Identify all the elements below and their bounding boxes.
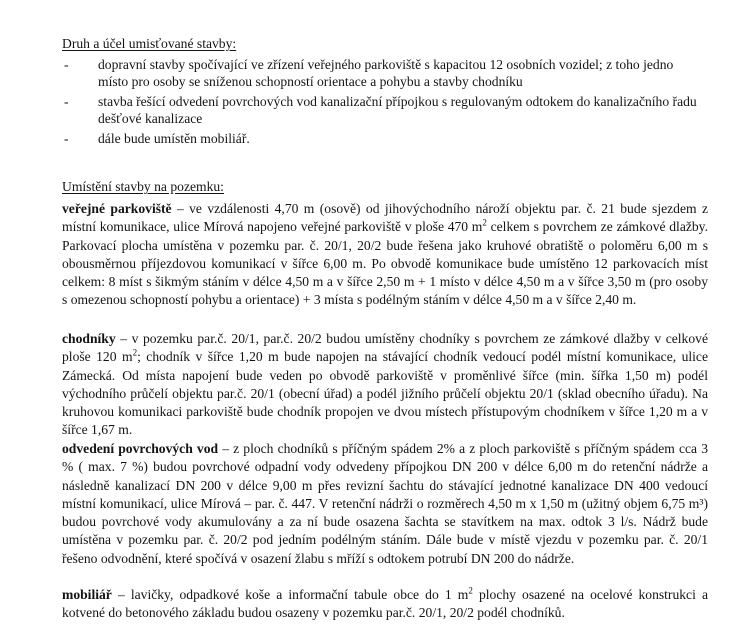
paragraph-mobiliar	[62, 586, 708, 623]
list-item-text: dále bude umístěn mobiliář.	[98, 131, 250, 146]
list-item-text: dopravní stavby spočívající ve zřízení veřejného parkoviště s kapacitou 12 osobních vozidel; z toho jedno místo pro osoby se sníženou schopností orientace a pohybu a stavby chodníku	[98, 57, 674, 89]
superscript: 2	[482, 217, 487, 228]
bullet-dash: -	[64, 94, 69, 109]
list-item-text: stavba řešící odvedení povrchových vod kanalizační přípojkou s regulovaným odtokem do kanalizačního řadu dešťové kanalizace	[98, 94, 697, 126]
paragraph-text: ; chodník v šířce 1,20 m bude napojen na stávající chodník vedoucí podél místní komunikace, ulice Zámecká. Od místa napojení bude veden po obvodě parkoviště v proměnlivé šířce (min. šířka 1,50 m) podél východního průčelí objektu par.č. 20/1 (obecní úřad) a podél jižního průčelí objektu 20/1 (sklad obecního úřadu). Na kruhovou komunikaci parkoviště bude chodník propojen ve dvou místech přístupovým chodníkem v šířce 1,20 m a v šířce 1,67 m.	[62, 349, 708, 438]
paragraph-parkoviste	[62, 200, 708, 310]
superscript: 2	[468, 585, 473, 596]
paragraph-lead: odvedení povrchových vod	[62, 441, 219, 456]
paragraph-text: – z ploch chodníků s příčným spádem 2% a z ploch parkoviště s příčným spádem cca 3 % ( max. 7 %) budou povrchové odpadní vody odvedeny přípojkou DN 200 v délce 6,00 m do retenční nádrže a následně kanalizací DN 200 v délce 9,00 m přes revizní šachtu do stávající jednotné kanalizace DN 400 vedoucí místní komunikací, ulice Mírová – par. č. 447. V retenční nádrži o rozměrech 4,50 m x 1,50 m (užitný objem 6,75 m³) budou povrchové vody akumulovány a za ní bude osazena šachta se stavítkem na max. odtok 3 l/s. Nádrž bude umístěna v pozemku par. č. 20/2 pod jedním podélným stáním. Dále bude v místě vjezdu v pozemku par. č. 20/1 řešeno odvodnění, které spočívá v osazení žlabu s mříží s odtokem potrubí DN 200 do nádrže.	[62, 441, 709, 566]
list-item	[62, 56, 702, 90]
paragraph-text: – v pozemku par.č. 20/1, par.č. 20/2 budou umístěny chodníky s povrchem ze zámkové dlažby v celkové ploše 120 m	[62, 331, 708, 365]
paragraph-odvedeni	[62, 440, 708, 568]
paragraph-text: – lavičky, odpadkové koše a informační tabule obce do 1 m	[111, 587, 469, 602]
bullet-dash: -	[64, 131, 69, 146]
purpose-list	[62, 56, 702, 147]
paragraph-text: celkem s povrchem ze zámkové dlažby. Parkovací plocha umístěna v pozemku par. č. 20/1, 20/2 bude řešena jako kruhové obratiště o poloměru 6,00 m s obousměrnou příjezdovou komunikací v šířce 6,00 m. Po obvodě komunikace bude umístěno 12 parkovacích míst celkem: 8 míst s šikmým stáním v délce 4,50 m a v šířce 2,50 m + 1 místo v délce 4,50 m a v šířce 3,50 m (pro osoby s omezenou schopností pohybu a orientace) + 3 místa s podélným stáním v délce 4,50 m a v šířce 2,40 m.	[62, 219, 708, 308]
section-heading-umisteni: Umístění stavby na pozemku:	[62, 179, 224, 194]
paragraph-chodniky	[62, 330, 708, 440]
paragraph-lead: veřejné parkoviště	[62, 201, 172, 216]
paragraph-text: – ve vzdálenosti 4,70 m (osově) od jihovýchodního nároží objektu par. č. 21 bude sjezdem z místní komunikace, ulice Mírová napojeno veřejné parkoviště v ploše 470 m	[62, 201, 709, 235]
section-heading-druh: Druh a účel umisťované stavby:	[62, 36, 237, 51]
list-item	[62, 130, 702, 147]
paragraph-lead: chodníky	[62, 331, 116, 346]
paragraph-text: plochy osazené na ocelové konstrukci a kotvené do betonového základu budou osazeny v pozemku par.č. 20/1, 20/2 podél chodníků.	[62, 587, 708, 621]
paragraph-lead: mobiliář	[62, 587, 112, 602]
list-item	[62, 93, 702, 127]
superscript: 2	[132, 347, 138, 358]
bullet-dash: -	[64, 57, 69, 72]
